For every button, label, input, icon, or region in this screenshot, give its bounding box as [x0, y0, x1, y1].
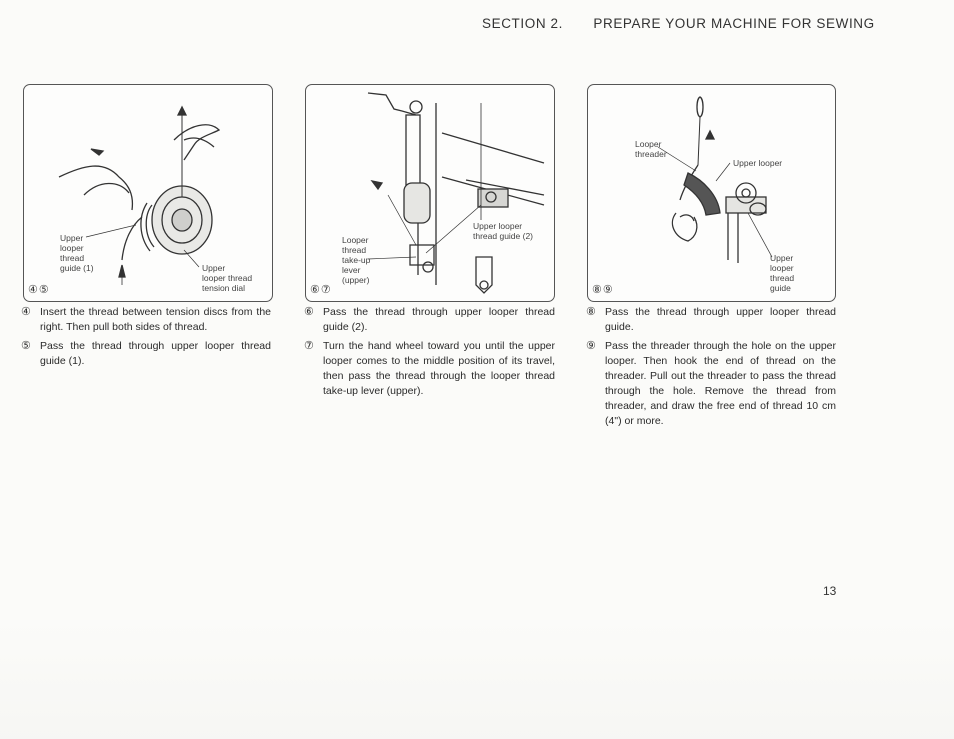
step-badge-8-9: ⑧⑨ [592, 284, 614, 296]
step-text: Pass the thread through upper looper thread guide (2). [323, 306, 555, 333]
step-8 [586, 305, 836, 335]
label-upper-looper-thread-tension-dial: Upper looper thread tension dial [202, 263, 253, 293]
step-number: ⑤ [21, 340, 31, 352]
step-6 [304, 305, 555, 335]
step-text: Pass the threader through the hole on the upper looper. Then hook the end of thread on the threader. Pull out the threader to pass the thread through the hole. Remove the thread from threader, and draw the free end of thread 10 cm (4") or more. [605, 340, 836, 427]
step-number: ⑥ [304, 306, 314, 318]
scan-texture [0, 620, 954, 739]
step-5 [21, 339, 271, 369]
step-badge-6-7: ⑥⑦ [310, 284, 332, 296]
step-4 [21, 305, 271, 335]
step-text: Pass the thread through upper looper thread guide (1). [40, 340, 271, 367]
upper-looper-illustration [588, 85, 835, 301]
step-number: ④ [21, 306, 31, 318]
step-text: Pass the thread through upper looper thread guide. [605, 306, 836, 333]
illustration-panel-upper-looper [587, 84, 836, 302]
step-text: Insert the thread between tension discs from the right. Then pull both sides of thread. [40, 306, 271, 333]
label-looper-thread-take-up-lever: Looper thread take-up lever (upper) [342, 235, 371, 285]
section-number: SECTION 2. [482, 16, 564, 31]
step-9 [586, 339, 836, 429]
illustration-panel-tension [23, 84, 273, 302]
illustration-panel-take-up-lever [305, 84, 555, 302]
step-number: ⑨ [586, 340, 596, 352]
label-upper-looper-thread-guide-2: Upper looper thread guide (2) [473, 221, 534, 241]
label-looper-threader: Looper threader [635, 139, 667, 159]
step-number: ⑧ [586, 306, 596, 318]
label-upper-looper: Upper looper [733, 158, 783, 168]
step-7 [304, 339, 555, 399]
section-header [482, 16, 875, 31]
label-upper-looper-thread-guide: Upper looper thread guide [770, 253, 795, 293]
section-title: PREPARE YOUR MACHINE FOR SEWING [593, 16, 875, 31]
label-upper-looper-thread-guide-1: Upper looper thread guide (1) [60, 233, 94, 273]
step-text: Turn the hand wheel toward you until the upper looper comes to the middle position of its travel, then pass the thread through the looper thread take-up lever (upper). [323, 340, 555, 397]
page-number: 13 [823, 584, 837, 598]
step-badge-4-5: ④⑤ [28, 284, 50, 296]
step-number: ⑦ [304, 340, 314, 352]
